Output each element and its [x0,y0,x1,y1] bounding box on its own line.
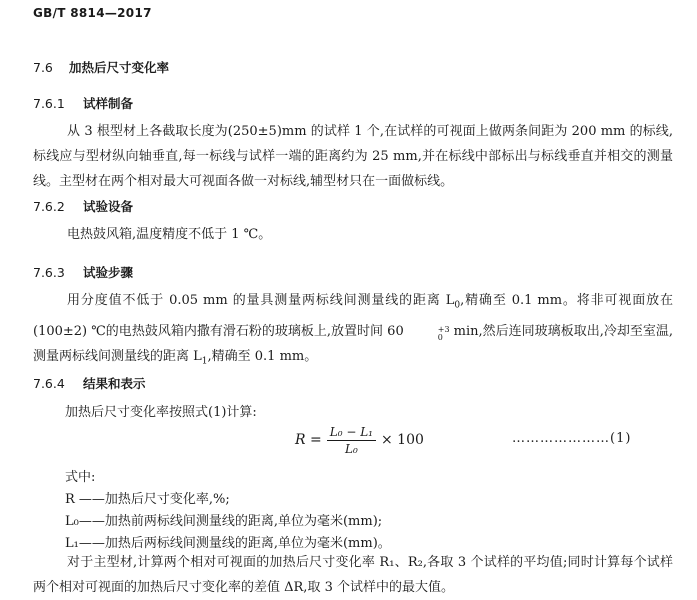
section-title: 试验设备 [83,199,134,214]
formula-fraction [327,425,376,456]
section-number: 7.6.4 [33,376,65,391]
formula-lhs: R = [295,432,322,448]
definition-l0: L₀——加热前两标线间测量线的距离,单位为毫米(mm); [65,514,383,529]
formula-numerator: L₀ − L₁ [327,425,376,441]
section-number: 7.6.3 [33,265,65,280]
tolerance-upper: +3 [437,324,450,334]
formula-intro: 加热后尺寸变化率按照式(1)计算: [65,405,257,420]
formula-1 [295,417,424,463]
paragraph-test-equipment: 电热鼓风箱,温度精度不低于 1 ℃。 [67,227,272,242]
tolerance-lower: 0 [437,332,443,342]
equation-number: …………………(1) [512,431,632,446]
subscript-l1: 1 [201,356,208,367]
section-heading-7-6-1 [33,94,133,112]
procedure-text-4: ,精确至 0.1 mm。 [207,348,318,364]
section-number: 7.6.1 [33,96,65,111]
section-heading-7-6-4 [33,374,146,392]
section-heading-7-6 [33,58,169,76]
paragraph-conclusion: 对于主型材,计算两个相对可视面的加热后尺寸变化率 R₁、R₂,各取 3 个试样的平均值;同时计算每个试样两个相对可视面的加热后尺寸变化率的差值 ΔR,取 3 个试样中的最大值。 [33,555,673,595]
paragraph-test-procedure [33,288,673,374]
subscript-l0: 0 [454,300,461,311]
section-title: 加热后尺寸变化率 [69,60,170,75]
definition-r: R ——加热后尺寸变化率,%; [65,492,230,507]
procedure-text-3: min,然后连同玻璃板取出,冷却至室温,测量两标线间测量线的距离 L [33,323,674,364]
formula-denominator: L₀ [344,441,358,456]
where-label: 式中: [65,470,96,485]
standard-code: GB/T 8814—2017 [33,6,152,20]
definition-l1: L₁——加热后两标线间测量线的距离,单位为毫米(mm)。 [65,536,391,551]
formula-multiplier: × 100 [380,432,424,448]
section-title: 试样制备 [83,96,134,111]
section-number: 7.6 [33,60,53,75]
section-heading-7-6-2 [33,197,133,215]
section-number: 7.6.2 [33,199,65,214]
procedure-text-2: ,精确至 0.1 mm。将非可视面放在(100±2) ℃的电热鼓风箱内撒有滑石粉的玻璃板上,放置时间 60 [33,293,674,339]
section-title: 结果和表示 [83,376,146,391]
time-tolerance [404,326,450,342]
procedure-text-1: 用分度值不低于 0.05 mm 的量具测量两标线间测量线的距离 L [67,293,455,308]
paragraph-sample-preparation: 从 3 根型材上各截取长度为(250±5)mm 的试样 1 个,在试样的可视面上做两条间距为 200 mm 的标线,标线应与型材纵向轴垂直,每一标线与试样一端的距离约为 25 mm,并在标线中部标出与标线垂直并相交的测量线。主型材在两个相对最大可视面各做一对标线,辅型材只在一面做标线。 [33,124,673,189]
section-heading-7-6-3 [33,263,133,281]
section-title: 试验步骤 [83,265,134,280]
